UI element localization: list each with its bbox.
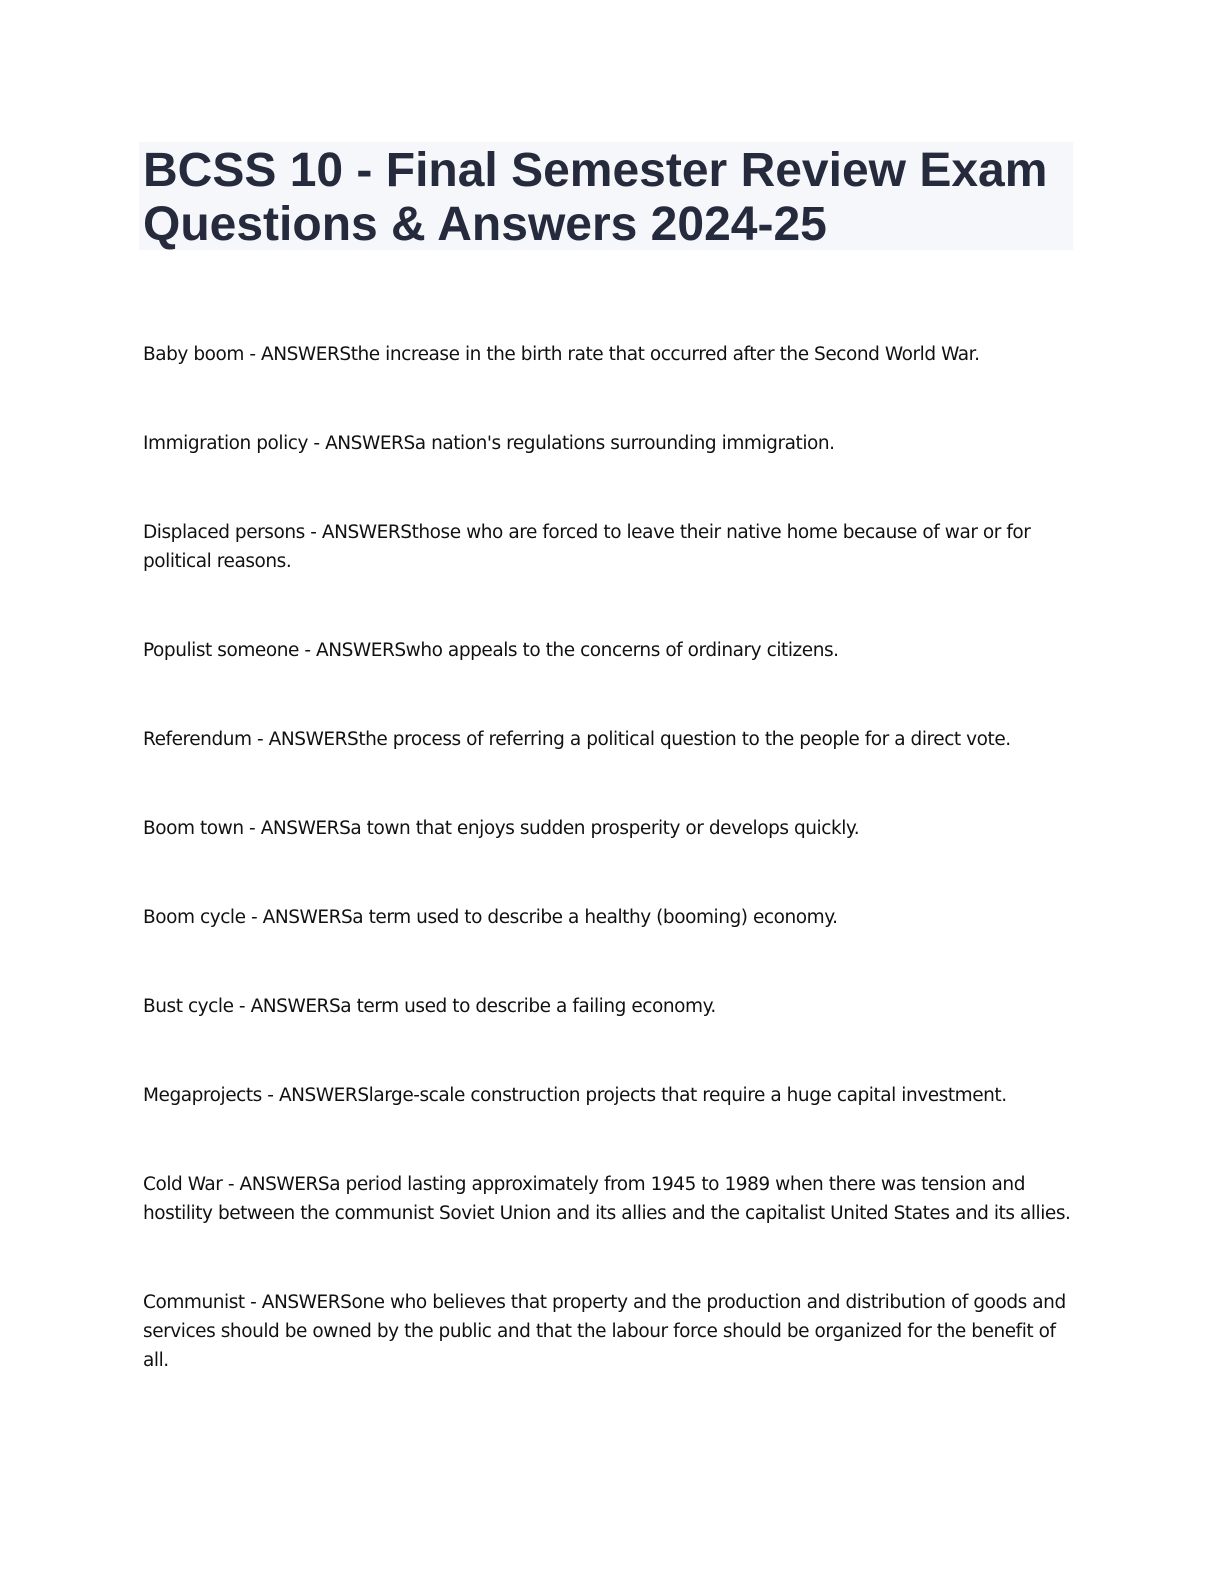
qa-entry-referendum: Referendum - ANSWERSthe process of referring a political question to the people for a direct vote.	[143, 729, 1011, 750]
qa-entry-boom-town: Boom town - ANSWERSa town that enjoys sudden prosperity or develops quickly.	[143, 818, 860, 839]
qa-entry-megaprojects: Megaprojects - ANSWERSlarge-scale construction projects that require a huge capital investment.	[143, 1085, 1007, 1106]
document-title: BCSS 10 - Final Semester Review Exam Questions & Answers 2024-25	[143, 144, 1048, 251]
qa-entry-boom-cycle: Boom cycle - ANSWERSa term used to describe a healthy (booming) economy.	[143, 907, 838, 928]
qa-entry-displaced-persons: Displaced persons - ANSWERSthose who are forced to leave their native home because of war or for political reasons.	[143, 522, 1031, 572]
qa-entry-communist: Communist - ANSWERSone who believes that property and the production and distribution of goods and services should be owned by the public and that the labour force should be organized for the benefit of all.	[143, 1292, 1066, 1371]
qa-entry-immigration-policy: Immigration policy - ANSWERSa nation's regulations surrounding immigration.	[143, 433, 835, 454]
qa-entry-bust-cycle: Bust cycle - ANSWERSa term used to describe a failing economy.	[143, 996, 716, 1017]
qa-entry-cold-war: Cold War - ANSWERSa period lasting approximately from 1945 to 1989 when there was tension and hostility between the communist Soviet Union and its allies and the capitalist United States and its allies.	[143, 1174, 1071, 1224]
title-banner	[139, 142, 1073, 250]
qa-entry-baby-boom: Baby boom - ANSWERSthe increase in the birth rate that occurred after the Second World War.	[143, 344, 980, 365]
qa-entry-populist: Populist someone - ANSWERSwho appeals to the concerns of ordinary citizens.	[143, 640, 839, 661]
